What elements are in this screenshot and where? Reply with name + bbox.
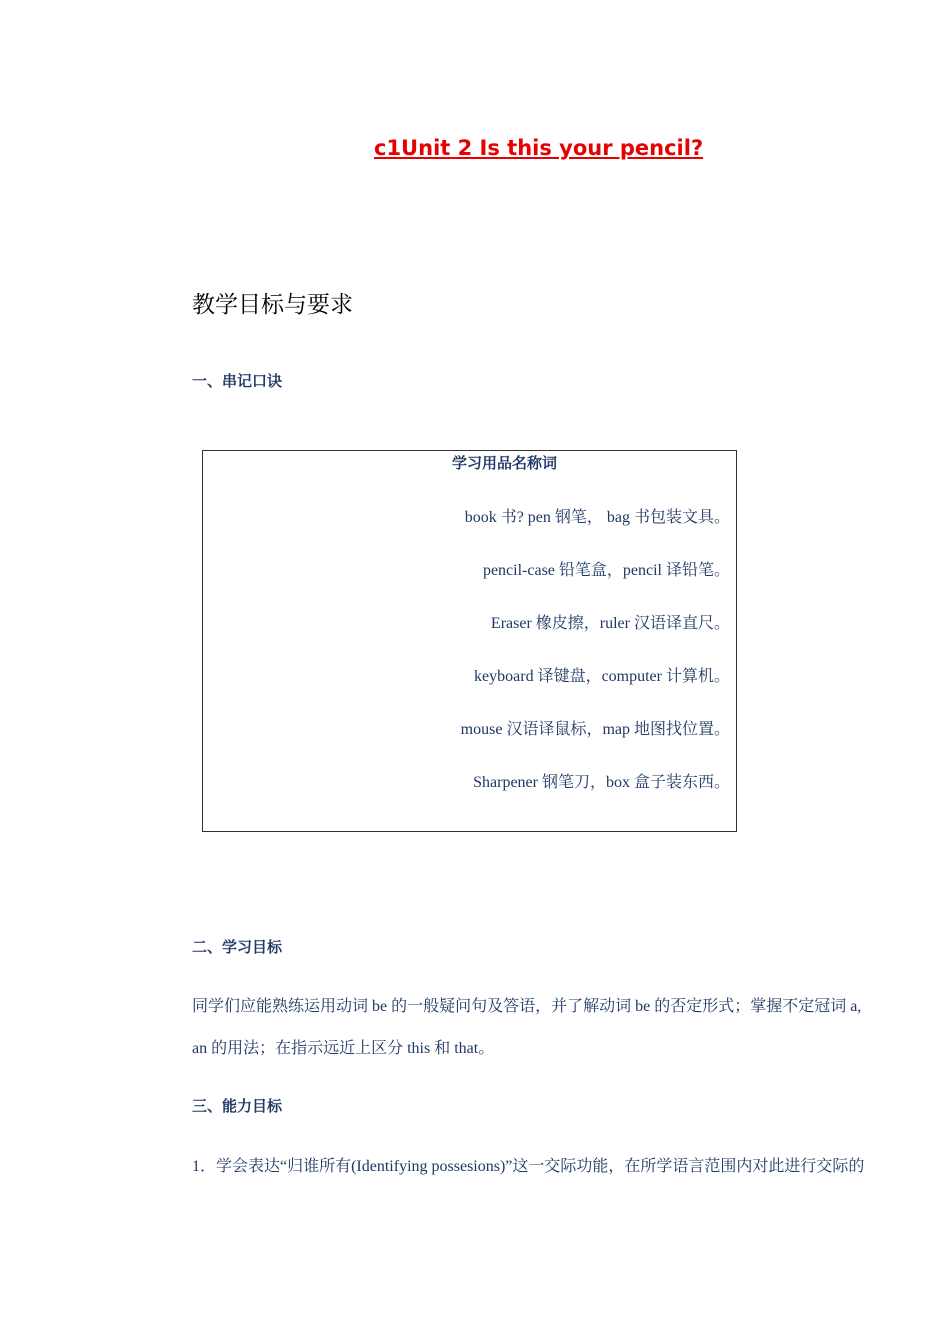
mnemonic-box xyxy=(202,450,737,832)
ability-goals-text-line: 1．学会表达“归谁所有(Identifying possesions)”这一交际功能，在所学语言范围内对此进行交际的 xyxy=(192,1158,865,1175)
rhyme-line: Sharpener 钢笔刀，box 盒子装东西。 xyxy=(473,774,730,791)
box-title: 学习用品名称词 xyxy=(451,454,557,472)
section-heading-learning-goals: 二、学习目标 xyxy=(192,938,283,956)
document-title: c1Unit 2 Is this your pencil? xyxy=(374,136,704,160)
learning-goals-text-line: 同学们应能熟练运用动词 be 的一般疑问句及答语，并了解动词 be 的否定形式；掌握不定冠词 a, xyxy=(192,998,862,1015)
learning-goals-text-line: an 的用法；在指示远近上区分 this 和 that。 xyxy=(192,1040,495,1057)
rhyme-line: Eraser 橡皮擦，ruler 汉语译直尺。 xyxy=(490,615,730,632)
rhyme-line: book 书? pen 钢笔， bag 书包装文具。 xyxy=(464,509,730,526)
section-heading-mnemonic: 一、串记口诀 xyxy=(192,372,283,390)
rhyme-line: mouse 汉语译鼠标，map 地图找位置。 xyxy=(460,721,730,738)
rhyme-line: keyboard 译键盘，computer 计算机。 xyxy=(474,668,730,685)
main-heading: 教学目标与要求 xyxy=(192,292,353,318)
section-heading-ability-goals: 三、能力目标 xyxy=(192,1097,283,1115)
rhyme-line: pencil-case 铅笔盒，pencil 译铅笔。 xyxy=(482,562,730,579)
